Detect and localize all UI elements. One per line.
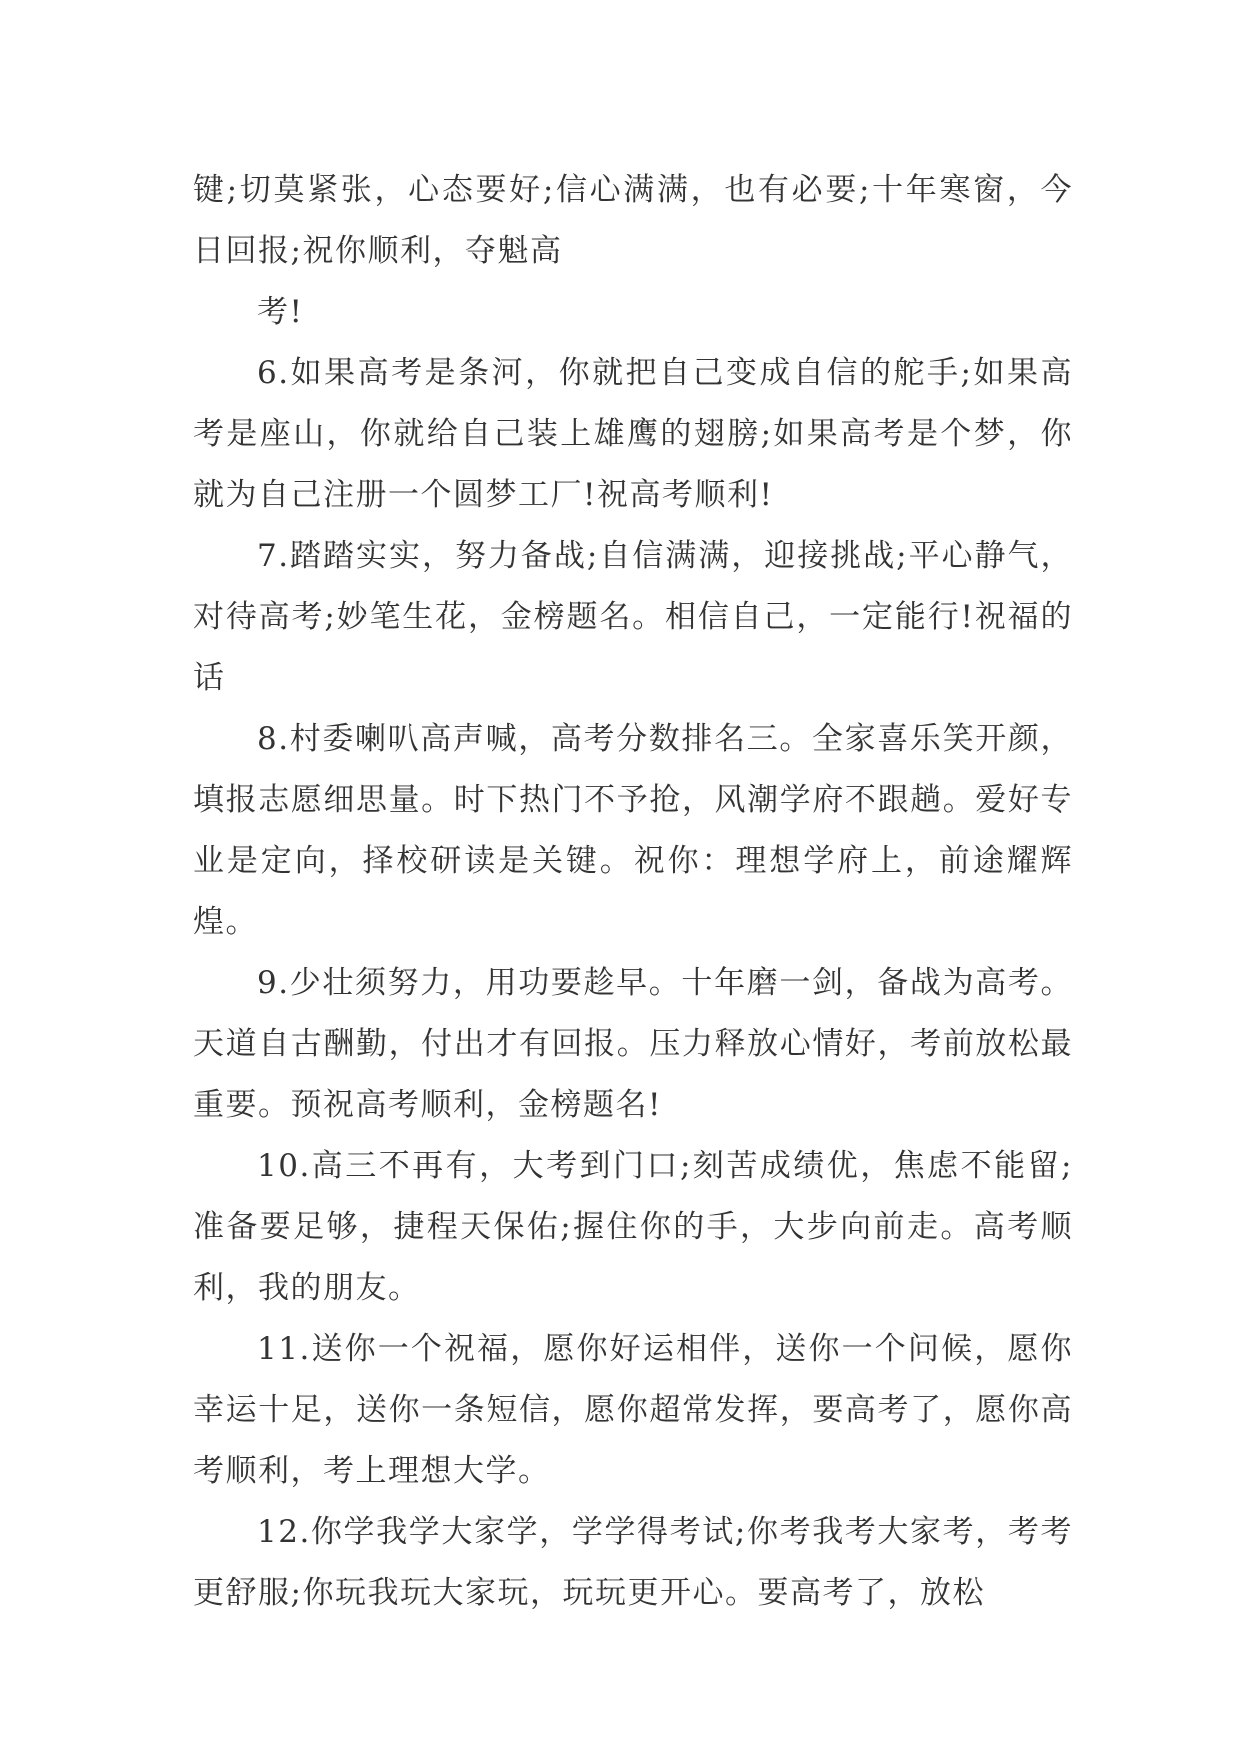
paragraph-item-10: 10.高三不再有，大考到门口;刻苦成绩优，焦虑不能留;准备要足够，捷程天保佑;握住你的手，大步向前走。高考顺利，我的朋友。 (193, 1148, 1073, 1306)
paragraph-item-11: 11.送你一个祝福，愿你好运相伴，送你一个问候，愿你幸运十足，送你一条短信，愿你超常发挥，要高考了，愿你高考顺利，考上理想大学。 (193, 1331, 1073, 1489)
paragraph-item-9: 9.少壮须努力，用功要趁早。十年磨一剑，备战为高考。天道自古酬勤，付出才有回报。压力释放心情好，考前放松最重要。预祝高考顺利，金榜题名! (193, 965, 1073, 1123)
paragraph-continued-end: 考! (257, 294, 304, 330)
paragraph-item-8: 8.村委喇叭高声喊，高考分数排名三。全家喜乐笑开颜，填报志愿细思量。时下热门不予抢，风潮学府不跟趟。爱好专业是定向，择校研读是关键。祝你：理想学府上，前途耀辉煌。 (193, 721, 1073, 940)
paragraph-item-6: 6.如果高考是条河，你就把自己变成自信的舵手;如果高考是座山，你就给自己装上雄鹰的翅膀;如果高考是个梦，你就为自己注册一个圆梦工厂!祝高考顺利! (193, 355, 1073, 513)
paragraph-continued: 键;切莫紧张，心态要好;信心满满，也有必要;十年寒窗，今日回报;祝你顺利，夺魁高 (193, 172, 1073, 269)
document-body (193, 160, 1073, 1624)
paragraph-item-7: 7.踏踏实实，努力备战;自信满满，迎接挑战;平心静气，对待高考;妙笔生花，金榜题名。相信自己，一定能行!祝福的话 (193, 538, 1073, 696)
paragraph-item-12: 12.你学我学大家学，学学得考试;你考我考大家考，考考更舒服;你玩我玩大家玩，玩玩更开心。要高考了，放松 (193, 1514, 1073, 1611)
